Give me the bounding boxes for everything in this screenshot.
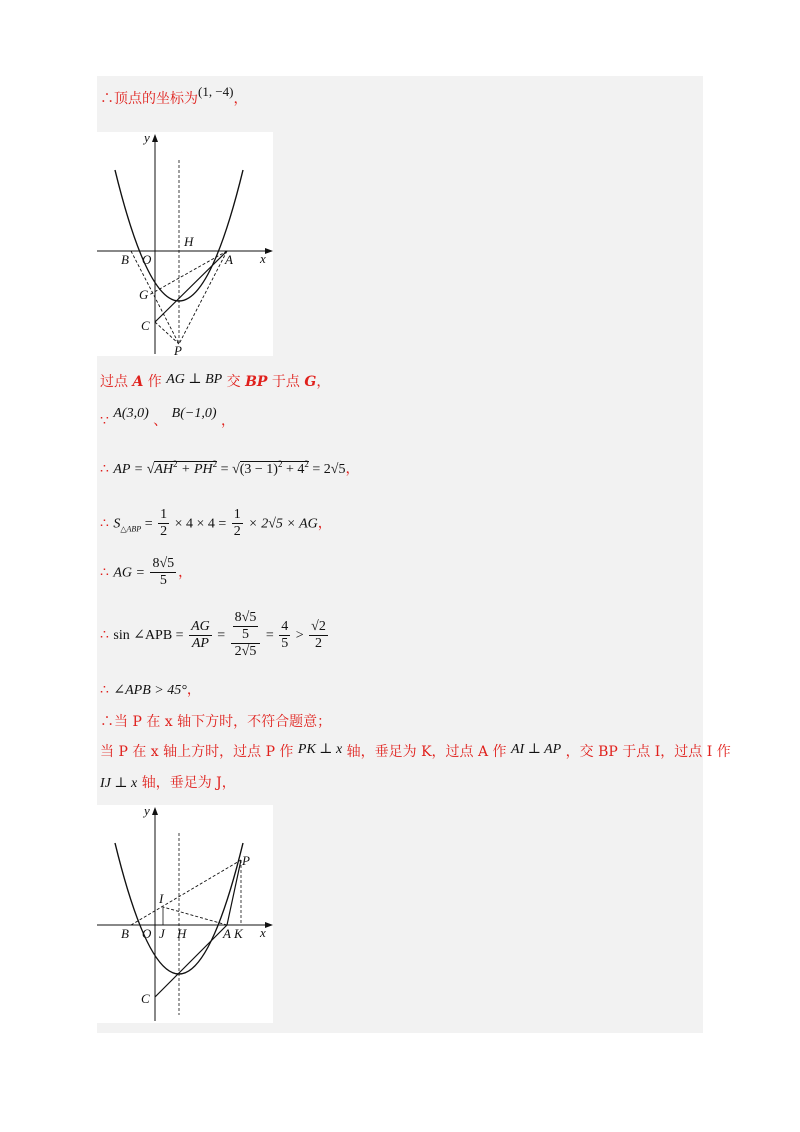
exp: 2 bbox=[212, 459, 218, 469]
case-above-line-2 bbox=[100, 772, 236, 792]
parabola-figure-2 bbox=[97, 805, 273, 1023]
vertex-comma: ， bbox=[233, 91, 248, 107]
fraction-ag bbox=[150, 556, 176, 589]
numerator: 1 bbox=[233, 507, 241, 522]
fraction-compound bbox=[231, 610, 261, 660]
vertex-line bbox=[100, 84, 248, 108]
segment-ac bbox=[155, 925, 227, 997]
fraction-four-fifths bbox=[279, 619, 290, 652]
denominator: 5 bbox=[281, 635, 289, 651]
segment-bp bbox=[131, 860, 241, 925]
label-o: O bbox=[142, 252, 152, 267]
exp: 2 bbox=[173, 459, 178, 469]
separator: 、 bbox=[153, 413, 168, 429]
perp-ag-bp: AG ⊥ BP bbox=[166, 372, 223, 387]
numerator: 4 bbox=[281, 618, 289, 634]
y-axis-arrow bbox=[152, 807, 158, 815]
case-below-text: ∴当 P 在 x 轴下方时，不符合题意； bbox=[100, 714, 332, 730]
numerator: AG bbox=[191, 618, 210, 634]
ag-value-line bbox=[100, 556, 192, 589]
comma: ， bbox=[178, 564, 193, 581]
therefore-symbol: ∴ bbox=[100, 564, 109, 581]
label-x: x bbox=[260, 925, 266, 940]
exp: 2 bbox=[304, 459, 309, 469]
denominator: 2 bbox=[160, 524, 168, 539]
area-line bbox=[100, 507, 332, 540]
label-a: A bbox=[225, 252, 233, 267]
denominator: 2 bbox=[233, 524, 241, 539]
therefore-symbol: ∴ bbox=[100, 682, 109, 698]
area-symbol: S bbox=[113, 516, 121, 532]
perp-ai: AI ⊥ AP bbox=[511, 742, 562, 757]
vertex-coord: (1, −4) bbox=[198, 84, 234, 99]
because-symbol: ∵ bbox=[100, 413, 109, 429]
label-c: C bbox=[141, 991, 150, 1006]
text-fragment: ， bbox=[316, 374, 331, 390]
label-y: y bbox=[144, 805, 150, 818]
greater-than: > bbox=[292, 628, 308, 643]
segment-cp bbox=[155, 322, 179, 344]
area-rhs: × 2√5 × AG bbox=[244, 516, 318, 532]
sin-line bbox=[100, 610, 330, 660]
fraction-root2-2 bbox=[309, 619, 328, 652]
point-g-ref: G bbox=[304, 374, 317, 390]
points-ab-line bbox=[100, 405, 235, 430]
label-h: H bbox=[177, 926, 187, 941]
label-c: C bbox=[141, 318, 150, 333]
label-y: y bbox=[144, 132, 150, 145]
label-x: x bbox=[260, 251, 266, 266]
label-j: J bbox=[159, 926, 165, 941]
text-fragment: 交 bbox=[222, 374, 246, 390]
case-above-line bbox=[100, 741, 731, 761]
denominator: 2√5 bbox=[234, 644, 257, 659]
label-g: G bbox=[139, 287, 149, 302]
ap-plus4: + 4 bbox=[282, 462, 305, 477]
label-a: A bbox=[223, 926, 231, 941]
ag-lhs: AG = bbox=[113, 565, 149, 581]
sin-lhs: sin ∠APB = bbox=[113, 628, 188, 643]
case-above-text-4: 轴，垂足为 J， bbox=[137, 775, 236, 791]
ap-result: = 2√5 bbox=[308, 462, 346, 477]
text-fragment: 作 bbox=[143, 374, 167, 390]
fraction-half bbox=[158, 507, 169, 540]
denominator: AP bbox=[191, 635, 209, 651]
label-p: P bbox=[242, 853, 250, 868]
eq: = bbox=[141, 516, 157, 532]
angle-line bbox=[100, 679, 201, 699]
exp: 2 bbox=[277, 459, 283, 469]
vertex-text: ∴顶点的坐标为 bbox=[100, 91, 198, 107]
perp-ij: IJ ⊥ x bbox=[100, 776, 138, 791]
area-subscript: △ABP bbox=[120, 524, 142, 534]
y-axis-arrow bbox=[152, 134, 158, 142]
ap-rad2: (3 − 1) bbox=[239, 462, 278, 477]
segment-ac bbox=[155, 251, 227, 322]
case-above-text-2: 轴，垂足为 K，过点 A 作 bbox=[342, 744, 511, 760]
numerator: 1 bbox=[160, 507, 168, 522]
label-h: H bbox=[184, 234, 194, 249]
label-i: I bbox=[159, 891, 164, 906]
label-p: P bbox=[174, 343, 182, 356]
case-below-line bbox=[100, 711, 331, 731]
eq: = bbox=[217, 462, 233, 477]
ap-rad1: AH bbox=[154, 462, 174, 477]
fraction-ag-ap bbox=[189, 619, 212, 652]
comma: ， bbox=[220, 413, 235, 429]
case-above-text-1: 当 P 在 x 轴上方时，过点 P 作 bbox=[100, 744, 298, 760]
comma: ， bbox=[186, 682, 201, 698]
perp-pk: PK ⊥ x bbox=[297, 742, 343, 757]
denominator: 5 bbox=[159, 573, 167, 588]
inner-numerator: 8√5 bbox=[234, 610, 257, 625]
angle-inequality: ∠APB > 45° bbox=[113, 683, 187, 698]
label-b: B bbox=[121, 252, 129, 267]
therefore-symbol: ∴ bbox=[100, 515, 109, 532]
comma: ， bbox=[345, 461, 360, 477]
numerator: 8√5 bbox=[152, 556, 175, 571]
x-axis-arrow bbox=[265, 248, 273, 254]
case-above-text-3: ，交 BP 于点 I，过点 I 作 bbox=[561, 744, 731, 760]
comma: ， bbox=[317, 515, 332, 532]
ap-plus: + PH bbox=[177, 462, 213, 477]
ap-lhs: AP = bbox=[113, 462, 147, 477]
fraction-half bbox=[232, 507, 243, 540]
numerator: √2 bbox=[311, 618, 326, 634]
therefore-symbol: ∴ bbox=[100, 627, 109, 643]
text-fragment: 于点 bbox=[267, 374, 305, 390]
therefore-symbol: ∴ bbox=[100, 461, 109, 477]
point-b: B(−1,0) bbox=[171, 406, 217, 421]
x-axis-arrow bbox=[265, 922, 273, 928]
point-a: A(3,0) bbox=[113, 406, 149, 421]
area-mid: × 4 × 4 = bbox=[171, 516, 230, 532]
point-a-ref: A bbox=[132, 374, 144, 390]
inner-denominator: 5 bbox=[242, 627, 249, 642]
ap-length-line: ∴ AP = $√AH^2 + PH^2 = √(3 - 1)^2 + 4^2 = 2√5$， bbox=[100, 459, 360, 477]
segment-bp-ref: BP bbox=[245, 374, 268, 390]
parabola-figure-1 bbox=[97, 132, 273, 356]
label-b: B bbox=[121, 926, 129, 941]
eq: = bbox=[213, 628, 229, 643]
text-fragment: 过点 bbox=[100, 374, 133, 390]
eq: = bbox=[262, 628, 278, 643]
label-o: O bbox=[142, 926, 152, 941]
construct-ag-line bbox=[100, 371, 330, 391]
denominator: 2 bbox=[315, 635, 322, 651]
segment-ai bbox=[163, 907, 227, 925]
label-k: K bbox=[234, 926, 243, 941]
